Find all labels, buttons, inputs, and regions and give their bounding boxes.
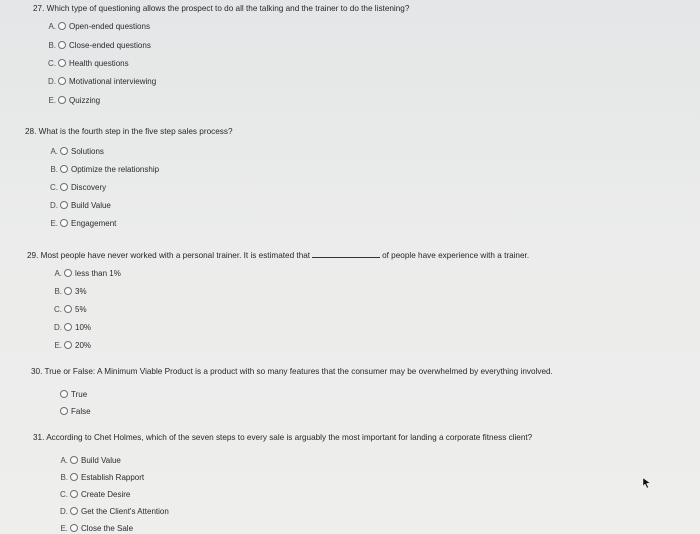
option-letter: B. bbox=[50, 164, 58, 174]
option-d[interactable] bbox=[46, 75, 156, 87]
option-e[interactable] bbox=[48, 217, 116, 229]
radio-button[interactable] bbox=[70, 507, 78, 515]
question-text-after: of people have experience with a trainer. bbox=[382, 251, 530, 260]
option-letter: D. bbox=[50, 200, 58, 210]
question-text: 30. True or False: A Minimum Viable Product is a product with so many features that the consumer may be overwhelmed by everything involved. bbox=[31, 367, 553, 376]
option-letter: D. bbox=[48, 76, 56, 86]
radio-button[interactable] bbox=[60, 147, 68, 155]
radio-button[interactable] bbox=[60, 407, 68, 415]
option-label: less than 1% bbox=[75, 268, 121, 278]
option-label: Quizzing bbox=[69, 95, 101, 105]
option-letter: B. bbox=[60, 472, 68, 482]
option-e[interactable] bbox=[46, 94, 100, 106]
option-d[interactable] bbox=[58, 505, 169, 517]
radio-button[interactable] bbox=[64, 341, 72, 349]
option-letter: E. bbox=[54, 340, 62, 350]
option-letter: E. bbox=[50, 218, 58, 228]
question-text bbox=[27, 250, 529, 260]
option-label: Establish Rapport bbox=[81, 472, 145, 482]
option-b[interactable] bbox=[48, 163, 159, 175]
radio-button[interactable] bbox=[58, 77, 66, 85]
option-label: Get the Client's Attention bbox=[81, 506, 169, 516]
radio-button[interactable] bbox=[64, 287, 72, 295]
option-letter: D. bbox=[60, 506, 68, 516]
option-label: Create Desire bbox=[81, 489, 131, 499]
option-c[interactable] bbox=[48, 181, 106, 193]
option-label: Optimize the relationship bbox=[71, 164, 160, 174]
radio-button[interactable] bbox=[60, 165, 68, 173]
radio-button[interactable] bbox=[64, 269, 72, 277]
option-b[interactable] bbox=[58, 471, 144, 483]
option-true[interactable] bbox=[48, 388, 87, 400]
option-label: False bbox=[71, 406, 91, 416]
option-label: 3% bbox=[75, 286, 87, 296]
option-false[interactable] bbox=[48, 405, 91, 417]
radio-button[interactable] bbox=[70, 490, 78, 498]
option-label: Build Value bbox=[81, 455, 121, 465]
option-letter: A. bbox=[60, 455, 68, 465]
option-letter: D. bbox=[54, 322, 62, 332]
option-label: Solutions bbox=[71, 146, 104, 156]
radio-button[interactable] bbox=[60, 201, 68, 209]
option-letter: A. bbox=[50, 146, 58, 156]
option-label: 20% bbox=[75, 340, 92, 350]
option-label: Build Value bbox=[71, 200, 111, 210]
option-label: 5% bbox=[75, 304, 87, 314]
option-d[interactable] bbox=[48, 199, 111, 211]
radio-button[interactable] bbox=[58, 59, 66, 67]
radio-button[interactable] bbox=[70, 524, 78, 532]
question-text-before: 29. Most people have never worked with a personal trainer. It is estimated that bbox=[27, 251, 311, 260]
radio-button[interactable] bbox=[58, 41, 66, 49]
option-letter: A. bbox=[54, 268, 62, 278]
option-label: Motivational interviewing bbox=[69, 76, 157, 86]
option-letter: C. bbox=[50, 182, 58, 192]
option-d[interactable] bbox=[52, 321, 91, 333]
option-label: Health questions bbox=[69, 58, 129, 68]
option-e[interactable] bbox=[52, 339, 91, 351]
option-letter: E. bbox=[60, 523, 68, 533]
option-b[interactable] bbox=[46, 39, 151, 51]
option-letter: E. bbox=[48, 95, 56, 105]
radio-button[interactable] bbox=[60, 219, 68, 227]
fill-in-blank bbox=[312, 250, 380, 258]
option-a[interactable] bbox=[52, 267, 121, 279]
option-label: Close-ended questions bbox=[69, 40, 151, 50]
option-label: Open-ended questions bbox=[69, 21, 150, 31]
option-c[interactable] bbox=[46, 57, 129, 69]
option-label: Close the Sale bbox=[81, 523, 134, 533]
option-a[interactable] bbox=[48, 145, 104, 157]
option-c[interactable] bbox=[58, 488, 130, 500]
mouse-cursor-icon bbox=[642, 478, 651, 488]
question-text: 28. What is the fourth step in the five step sales process? bbox=[25, 127, 233, 136]
option-label: True bbox=[71, 389, 88, 399]
option-a[interactable] bbox=[58, 454, 121, 466]
radio-button[interactable] bbox=[60, 390, 68, 398]
option-e[interactable] bbox=[58, 522, 133, 534]
radio-button[interactable] bbox=[60, 183, 68, 191]
radio-button[interactable] bbox=[58, 22, 66, 30]
question-text: 27. Which type of questioning allows the prospect to do all the talking and the trainer to do the listening? bbox=[33, 4, 410, 13]
option-label: Engagement bbox=[71, 218, 117, 228]
option-label: 10% bbox=[75, 322, 92, 332]
radio-button[interactable] bbox=[58, 96, 66, 104]
option-letter: C. bbox=[48, 58, 56, 68]
option-c[interactable] bbox=[52, 303, 87, 315]
option-letter: B. bbox=[54, 286, 62, 296]
radio-button[interactable] bbox=[70, 456, 78, 464]
radio-button[interactable] bbox=[70, 473, 78, 481]
option-letter: C. bbox=[60, 489, 68, 499]
option-b[interactable] bbox=[52, 285, 87, 297]
option-letter: B. bbox=[48, 40, 56, 50]
option-label: Discovery bbox=[71, 182, 107, 192]
question-text: 31. According to Chet Holmes, which of the seven steps to every sale is arguably the most important for landing a corporate fitness client? bbox=[33, 433, 533, 442]
radio-button[interactable] bbox=[64, 305, 72, 313]
option-letter: C. bbox=[54, 304, 62, 314]
option-letter: A. bbox=[48, 21, 56, 31]
option-a[interactable] bbox=[46, 20, 150, 32]
radio-button[interactable] bbox=[64, 323, 72, 331]
